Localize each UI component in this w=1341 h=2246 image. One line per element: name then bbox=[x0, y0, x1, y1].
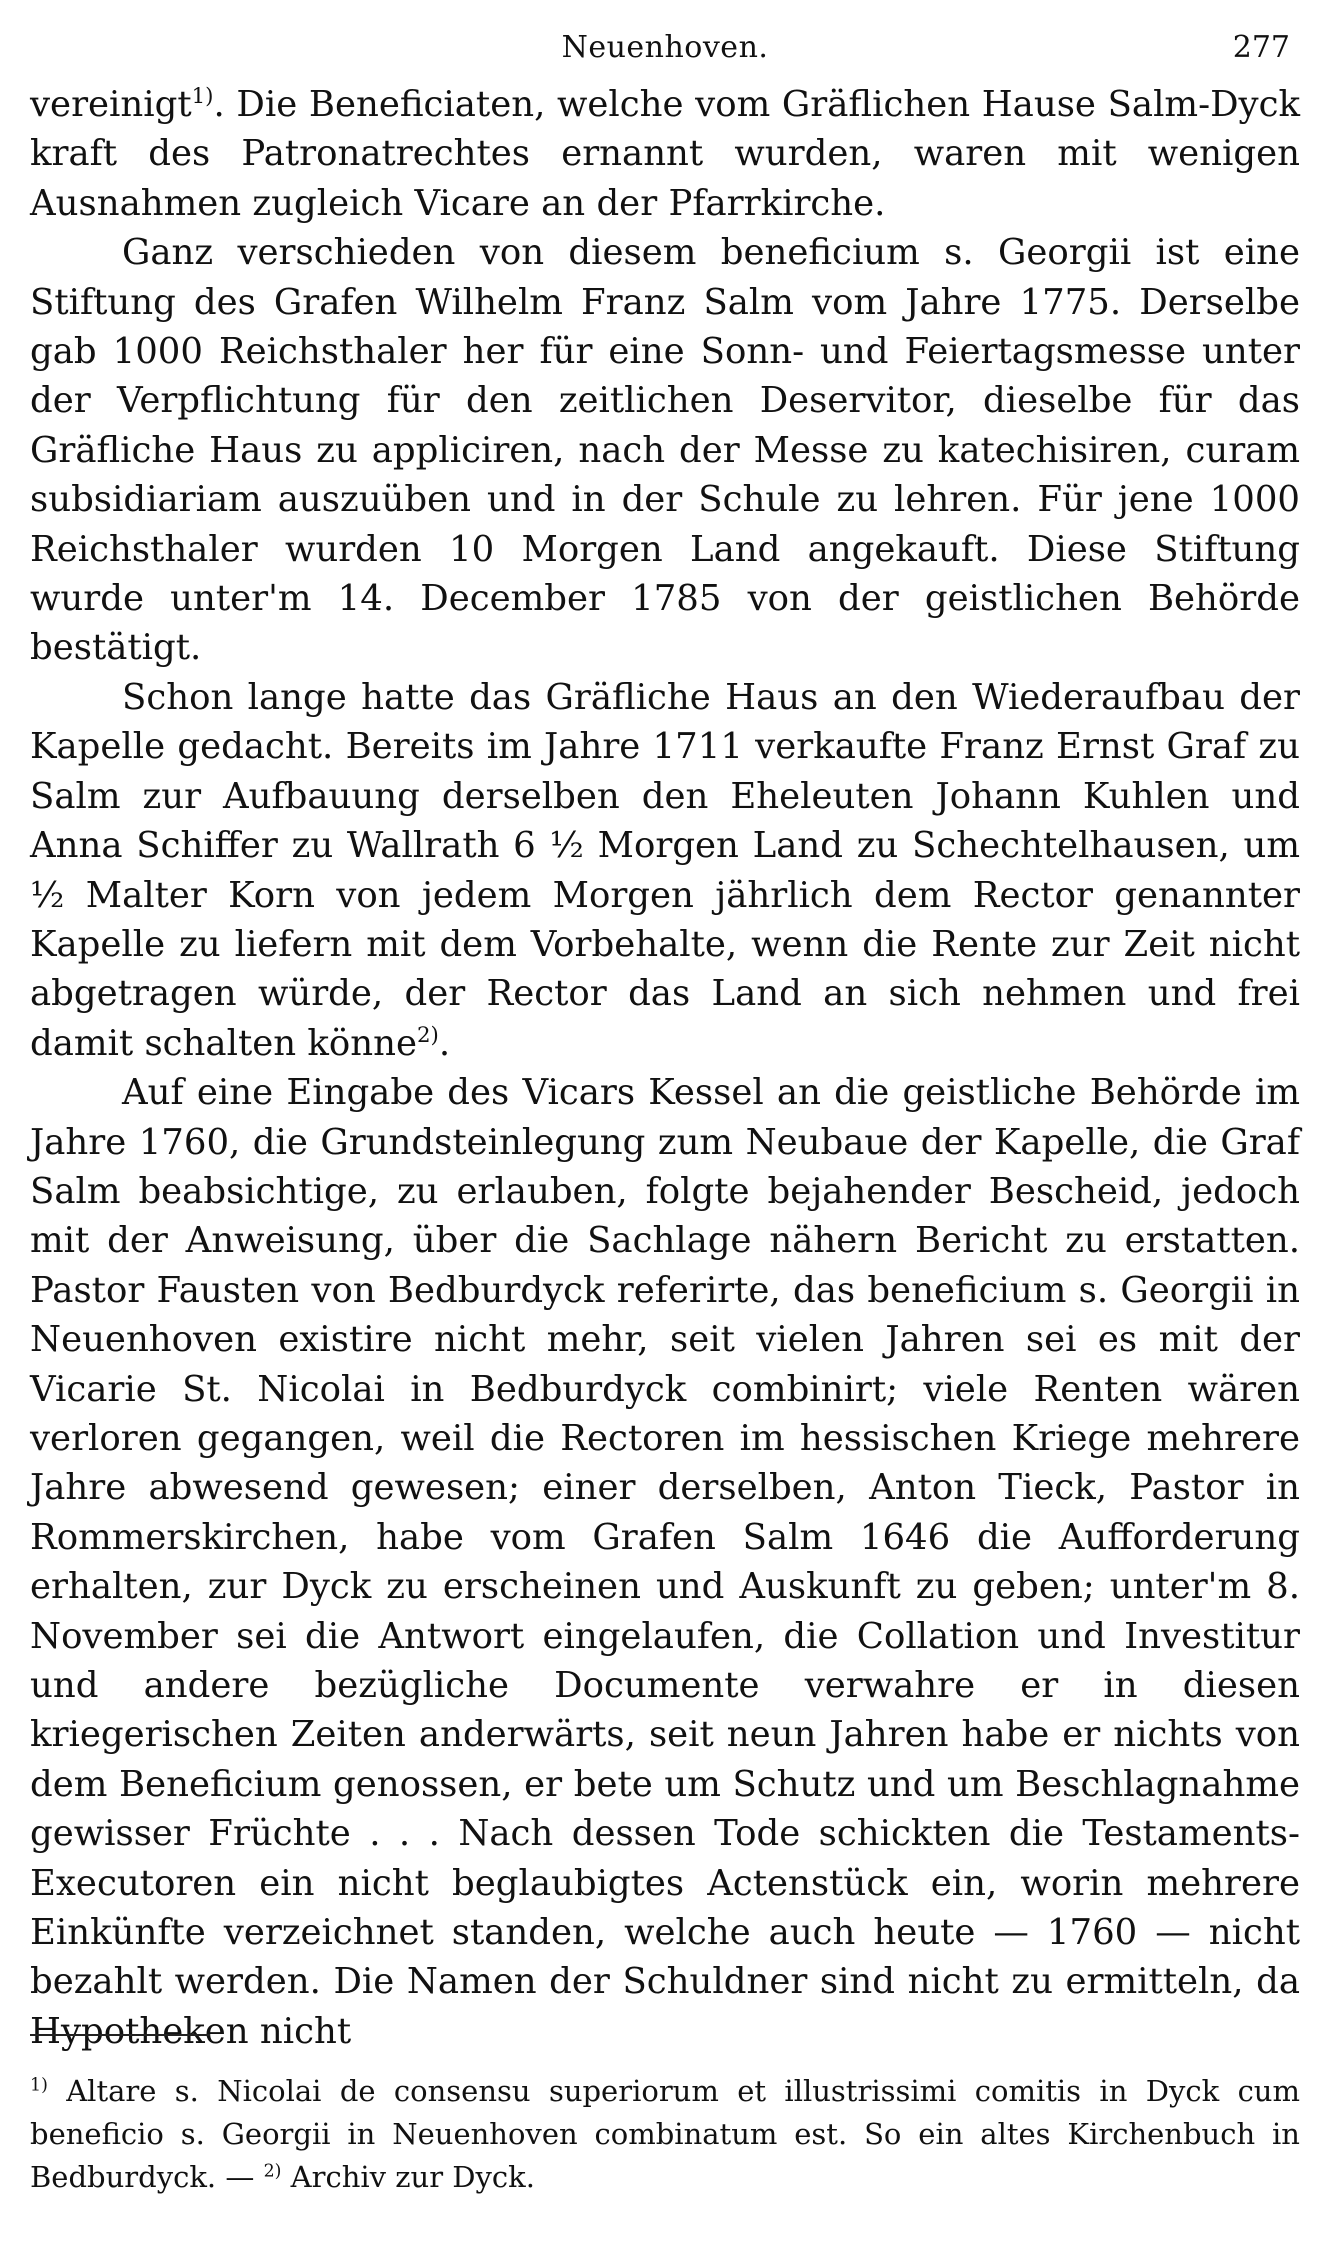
running-head: Neuenhoven. bbox=[561, 30, 769, 65]
paragraph-3-text: Schon lange hatte das Gräfliche Haus an den Wiederaufbau der Kapelle gedacht. Bereits im Jahre 1711 verkaufte Franz Ernst Graf zu Salm zur Aufbauung derselben den Eheleuten Johann Kuhlen und Anna Schiffer zu Wallrath 6 ½ Morgen Land zu Schechtelhausen, um ½ Malter Korn von jedem Morgen jährlich dem Rector genannter Kapelle zu liefern mit dem Vorbehalte, wenn die Rente zur Zeit nicht abgetragen würde, der Rector das Land an sich nehmen und frei damit schalten könne bbox=[30, 676, 1300, 1064]
footnote-ref-1: 1) bbox=[191, 84, 214, 110]
footnote-2-text: Archiv zur Dyck. bbox=[281, 2160, 535, 2194]
body-text bbox=[30, 80, 1300, 2056]
paragraph-1 bbox=[30, 80, 1300, 228]
footnote-divider bbox=[30, 2034, 210, 2036]
book-page bbox=[30, 22, 1300, 2222]
paragraph-3-rest: . bbox=[438, 1022, 451, 1064]
paragraph-1-text: vereinigt bbox=[30, 84, 192, 125]
paragraph-1-rest: . Die Beneficiaten, welche vom Gräflichen Hause Salm-Dyck kraft des Patronatrechtes ernannt wurden, waren mit wenigen Ausnahmen zugleich Vicare an der Pfarrkirche. bbox=[30, 84, 1300, 224]
page-header bbox=[30, 22, 1300, 74]
paragraph-4: Auf eine Eingabe des Vicars Kessel an die geistliche Behörde im Jahre 1760, die Grundsteinlegung zum Neubaue der Kapelle, die Graf Salm beabsichtige, zu erlauben, folgte bejahender Bescheid, jedoch mit der Anweisung, über die Sachlage nähern Bericht zu erstatten. Pastor Fausten von Bedburdyck referirte, das beneficium s. Georgii in Neuenhoven existire nicht mehr, seit vielen Jahren sei es mit der Vicarie St. Nicolai in Bedburdyck combinirt; viele Renten wären verloren gegangen, weil die Rectoren im hessischen Kriege mehrere Jahre abwesend gewesen; einer derselben, Anton Tieck, Pastor in Rommerskirchen, habe vom Grafen Salm 1646 die Aufforderung erhalten, zur Dyck zu erscheinen und Auskunft zu geben; unter'm 8. November sei die Antwort eingelaufen, die Collation und Investitur und andere bezügliche Documente verwahre er in diesen kriegerischen Zeiten anderwärts, seit neun Jahren habe er nichts von dem Beneficium genossen, er bete um Schutz und um Beschlagnahme gewisser Früchte . . . Nach dessen Tode schickten die Testaments-Executoren ein nicht beglaubigtes Actenstück ein, worin mehrere Einkünfte verzeichnet standen, welche auch heute — 1760 — nicht bezahlt werden. Die Namen der Schuldner sind nicht zu ermitteln, da Hypotheken nicht bbox=[30, 1072, 1300, 2052]
footnote-mark-2: 2) bbox=[263, 2161, 282, 2182]
footnote-mark-1: 1) bbox=[30, 2075, 48, 2096]
page-number: 277 bbox=[1232, 30, 1290, 65]
footnote-1-text: Altare s. Nicolai de consensu superiorum et illustrissimi comitis in Dyck cum beneficio s. Georgii in Neuenhoven combinatum est. So ein altes Kirchenbuch in Bedburdyck. — bbox=[30, 2074, 1300, 2194]
paragraph-2: Ganz verschieden von diesem beneficium s. Georgii ist eine Stiftung des Grafen Wilhelm Franz Salm vom Jahre 1775. Derselbe gab 1000 Reichsthaler her für eine Sonn- und Feiertagsmesse unter der Verpflichtung für den zeitlichen Deservitor, dieselbe für das Gräfliche Haus zu appliciren, nach der Messe zu katechisiren, curam subsidiariam auszuüben und in der Schule zu lehren. Für jene 1000 Reichsthaler wurden 10 Morgen Land angekauft. Diese Stiftung wurde unter'm 14. December 1785 von der geistlichen Behörde bestätigt. bbox=[30, 232, 1300, 669]
paragraph-3 bbox=[30, 673, 1300, 1068]
footnote-block bbox=[30, 2070, 1300, 2199]
footnotes bbox=[30, 2070, 1300, 2199]
footnote-ref-2: 2) bbox=[416, 1022, 439, 1048]
